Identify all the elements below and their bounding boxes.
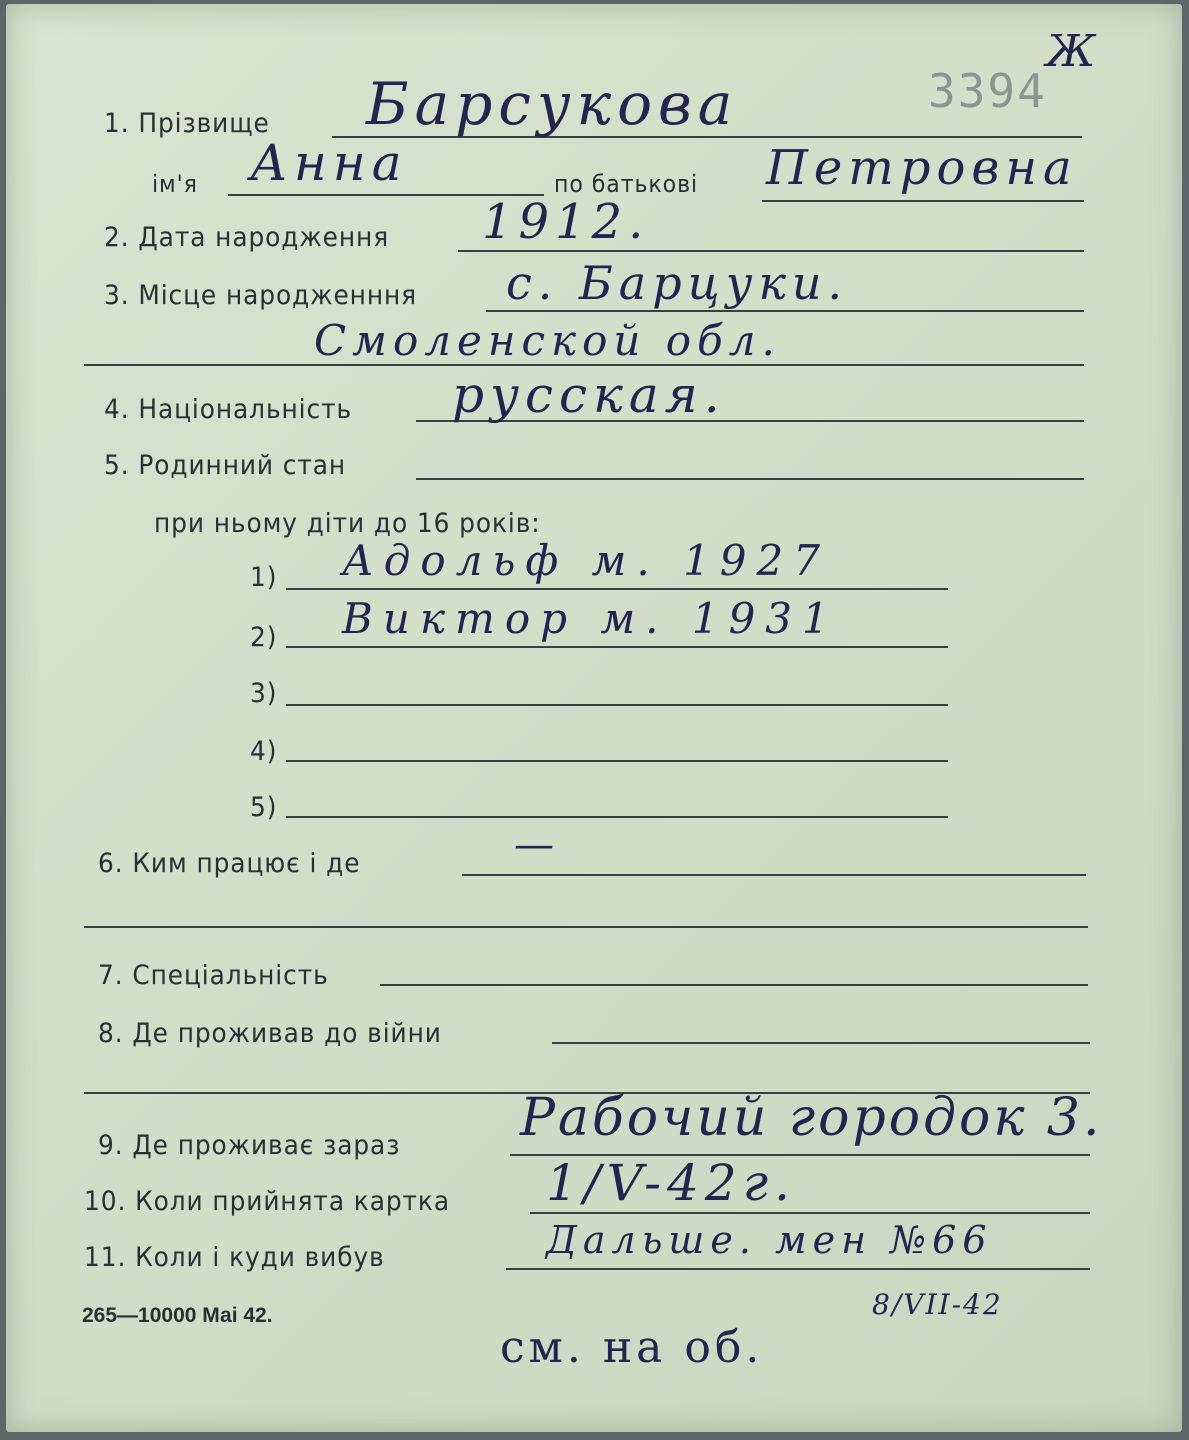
child-5-line [286, 816, 948, 818]
child-4-line [286, 760, 948, 762]
value-birth-place: с. Барцуки. [506, 256, 849, 310]
child-2-num: 2) [250, 622, 278, 653]
line-birth-place [486, 310, 1084, 312]
label-departed: 11. Коли і куди вибув [84, 1242, 385, 1273]
card-number: 3394 [928, 64, 1047, 118]
label-nationality: 4. Національність [104, 394, 353, 425]
value-birth-date: 1912. [482, 194, 650, 250]
label-birth-place: 3. Місце народженння [104, 280, 418, 311]
line-card-accepted [530, 1212, 1090, 1214]
label-children: при ньому діти до 16 років: [154, 508, 541, 539]
print-code: 265—10000 Маі 42. [82, 1304, 273, 1327]
line-work-2 [84, 926, 1088, 928]
label-card-accepted: 10. Коли прийнята картка [84, 1186, 450, 1217]
label-patronymic: по батькові [554, 170, 699, 198]
corner-mark: Ж [1046, 26, 1102, 77]
line-birth-date [458, 250, 1084, 252]
label-surname: 1. Прізвище [104, 108, 270, 139]
line-prewar-residence [552, 1042, 1090, 1044]
child-3-line [286, 704, 948, 706]
child-4-num: 4) [250, 736, 278, 767]
label-work: 6. Ким працює і де [98, 848, 361, 879]
child-1-num: 1) [250, 562, 278, 593]
line-departed [506, 1268, 1090, 1270]
label-prewar-residence: 8. Де проживав до війни [98, 1018, 442, 1049]
child-3-num: 3) [250, 678, 278, 709]
reverse-note: см. на об. [500, 1322, 764, 1373]
line-specialty [380, 984, 1088, 986]
value-nationality: русская. [452, 366, 726, 424]
registration-card [6, 4, 1182, 1432]
value-work: — [514, 822, 560, 868]
value-departed: Дальше. мен №66 [546, 1218, 993, 1262]
value-card-accepted: 1/V-42г. [546, 1154, 796, 1212]
value-name: Анна [250, 134, 408, 192]
value-birth-place-2: Смоленской обл. [314, 316, 781, 365]
label-marital-status: 5. Родинний стан [104, 450, 347, 481]
value-patronymic: Петровна [766, 140, 1078, 196]
line-marital-status [416, 478, 1084, 480]
child-1-line [286, 588, 948, 590]
label-current-residence: 9. Де проживає зараз [98, 1130, 401, 1161]
child-2-value: Виктор м. 1931 [342, 594, 839, 643]
label-name: ім'я [152, 170, 198, 198]
label-specialty: 7. Спеціальність [98, 960, 329, 991]
value-surname: Барсукова [366, 70, 739, 138]
value-current-residence: Рабочий городок 3. [520, 1088, 1103, 1148]
line-patronymic [762, 200, 1084, 202]
label-birth-date: 2. Дата народження [104, 222, 390, 253]
child-5-num: 5) [250, 792, 278, 823]
child-1-value: Адольф м. 1927 [342, 536, 830, 585]
value-departed-date: 8/VII-42 [872, 1288, 1003, 1321]
child-2-line [286, 646, 948, 648]
line-work [462, 874, 1086, 876]
